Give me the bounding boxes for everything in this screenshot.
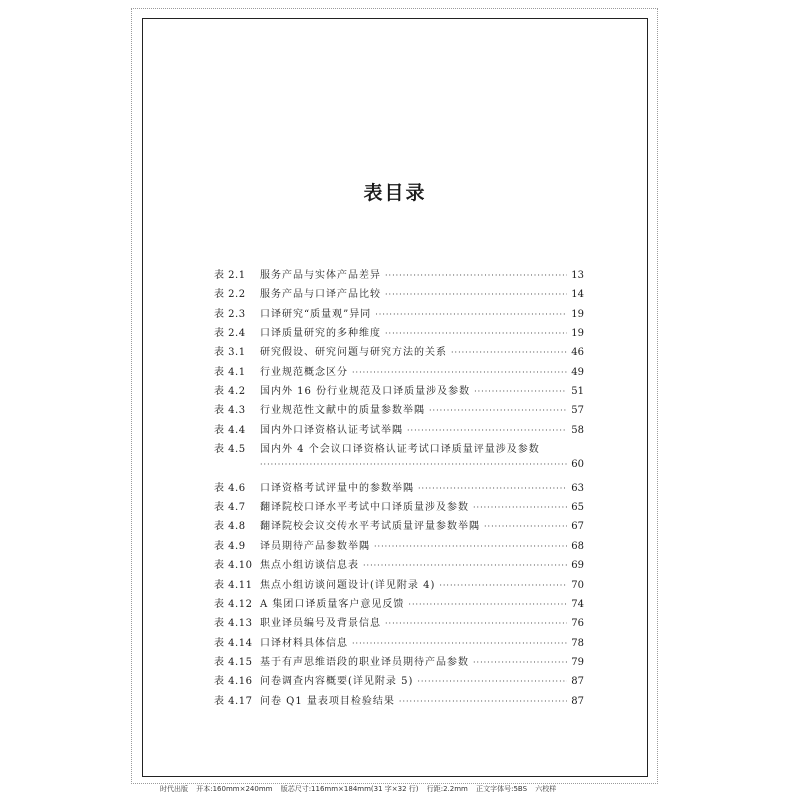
toc-entry — [214, 672, 584, 691]
toc-entry — [214, 401, 584, 420]
print-footer — [160, 784, 640, 794]
toc-entry-number: 表 4.13 — [214, 618, 253, 630]
toc-entry-title: 译员期待产品参数举隅 — [260, 540, 370, 552]
toc-leader-dots — [399, 697, 567, 706]
table-of-tables-list — [214, 266, 584, 711]
toc-entry-number: 表 4.15 — [214, 656, 253, 668]
toc-entry-title: 国内外口译资格认证考试举隅 — [260, 424, 403, 436]
toc-entry-title: 职业译员编号及背景信息 — [260, 618, 381, 630]
toc-entry-title: 服务产品与实体产品差异 — [260, 270, 381, 281]
toc-entry-page: 57 — [571, 405, 584, 417]
toc-entry-number: 表 4.17 — [214, 695, 253, 707]
footer-core-size: 版芯尺寸:116mm×184mm(31 字×32 行) — [280, 785, 419, 793]
toc-entry — [214, 498, 584, 517]
footer-publisher: 时代出版 — [160, 785, 188, 793]
page-title: 表目录 — [363, 182, 427, 204]
toc-entry — [214, 343, 584, 362]
footer-body-font: 正文字体号:5BS — [476, 785, 528, 793]
toc-entry-title: 翻译院校会议交传水平考试质量评量参数举隅 — [260, 521, 480, 533]
toc-entry-number: 表 4.14 — [214, 637, 253, 649]
toc-entry — [214, 266, 584, 285]
toc-entry-number: 表 4.10 — [214, 560, 253, 572]
footer-format: 开本:160mm×240mm — [196, 785, 273, 793]
toc-entry-number: 表 4.7 — [214, 502, 246, 514]
toc-leader-dots — [474, 387, 567, 396]
toc-leader-dots — [473, 658, 567, 667]
toc-entry — [214, 324, 584, 343]
toc-entry-title: 国内外 16 份行业规范及口译质量涉及参数 — [260, 386, 471, 398]
toc-entry — [214, 440, 584, 459]
toc-entry — [214, 576, 584, 595]
toc-leader-dots — [375, 310, 567, 319]
toc-leader-dots — [352, 639, 567, 648]
toc-entry-title: 口译材料具体信息 — [260, 637, 348, 649]
toc-leader-dots — [352, 368, 567, 377]
toc-entry — [214, 653, 584, 672]
toc-entry-number: 表 4.4 — [214, 424, 246, 436]
toc-leader-dots — [408, 600, 567, 609]
toc-entry-number: 表 4.6 — [214, 482, 246, 494]
toc-entry-number: 表 4.2 — [214, 386, 246, 398]
toc-entry — [214, 634, 584, 653]
toc-leader-dots — [429, 406, 567, 415]
toc-entry-title: 问卷调查内容概要(详见附录 5) — [260, 676, 414, 688]
toc-entry — [214, 614, 584, 633]
toc-entry-title: 口译研究“质量观”异同 — [260, 308, 372, 320]
toc-entry-number: 表 4.12 — [214, 598, 253, 610]
toc-entry — [214, 363, 584, 382]
toc-entry-title: A 集团口译质量客户意见反馈 — [260, 598, 405, 610]
toc-entry — [214, 305, 584, 324]
toc-leader-dots — [374, 542, 567, 551]
toc-entry — [214, 421, 584, 440]
toc-entry-number: 表 2.2 — [214, 289, 246, 301]
toc-entry-number: 表 4.16 — [214, 676, 253, 688]
toc-leader-dots — [407, 426, 567, 435]
toc-entry-number: 表 4.11 — [214, 579, 253, 591]
toc-entry-page: 78 — [571, 637, 584, 649]
toc-entry — [214, 479, 584, 498]
toc-entry-number: 表 2.1 — [214, 270, 246, 281]
toc-leader-dots — [484, 522, 567, 531]
toc-entry-title: 行业规范性文献中的质量参数举隅 — [260, 405, 425, 417]
toc-leader-dots — [260, 460, 567, 469]
footer-proof: 六校样 — [535, 785, 557, 793]
toc-entry-page: 46 — [571, 347, 584, 359]
toc-entry-page: 51 — [571, 386, 584, 398]
toc-leader-dots — [385, 290, 567, 299]
footer-line-spacing: 行距:2.2mm — [426, 785, 468, 793]
toc-entry-title: 口译资格考试评量中的参数举隅 — [260, 482, 414, 494]
toc-entry-number: 表 4.8 — [214, 521, 246, 533]
toc-entry-page: 70 — [571, 579, 584, 591]
toc-entry-title: 基于有声思维语段的职业译员期待产品参数 — [260, 656, 469, 668]
toc-leader-dots — [385, 619, 567, 628]
toc-entry — [214, 517, 584, 536]
toc-entry-title: 焦点小组访谈问题设计(详见附录 4) — [260, 579, 436, 591]
toc-entry-page: 65 — [571, 502, 584, 514]
toc-entry-page: 14 — [571, 289, 584, 301]
toc-entry-page: 76 — [571, 618, 584, 630]
toc-entry-number: 表 4.1 — [214, 366, 246, 378]
toc-leader-dots — [363, 561, 567, 570]
toc-entry-title: 口译质量研究的多种维度 — [260, 328, 381, 340]
toc-entry-number: 表 2.4 — [214, 328, 246, 340]
toc-entry-page: 69 — [571, 560, 584, 572]
toc-entry-title: 翻译院校口译水平考试中口译质量涉及参数 — [260, 502, 469, 514]
toc-entry-continuation — [214, 459, 584, 478]
toc-entry-number: 表 4.3 — [214, 405, 246, 417]
toc-entry — [214, 692, 584, 711]
toc-leader-dots — [418, 484, 567, 493]
toc-entry-title: 国内外 4 个会议口译资格认证考试口译质量评量涉及参数 — [260, 444, 540, 456]
toc-entry-title: 焦点小组访谈信息表 — [260, 560, 359, 572]
toc-entry — [214, 595, 584, 614]
toc-leader-dots — [385, 329, 567, 338]
toc-entry — [214, 285, 584, 304]
toc-entry-number: 表 4.5 — [214, 444, 246, 456]
toc-entry-page: 13 — [571, 270, 584, 281]
toc-entry-number: 表 2.3 — [214, 308, 246, 320]
toc-leader-dots — [385, 271, 567, 280]
toc-entry-page: 58 — [571, 424, 584, 436]
toc-entry-page: 60 — [571, 459, 584, 471]
toc-entry-page: 68 — [571, 540, 584, 552]
toc-entry — [214, 537, 584, 556]
toc-leader-dots — [451, 348, 567, 357]
toc-entry-title: 研究假设、研究问题与研究方法的关系 — [260, 347, 447, 359]
toc-entry-page: 63 — [571, 482, 584, 494]
toc-entry — [214, 382, 584, 401]
toc-entry-page: 67 — [571, 521, 584, 533]
toc-entry-title: 服务产品与口译产品比较 — [260, 289, 381, 301]
toc-entry-title: 行业规范概念区分 — [260, 366, 348, 378]
toc-leader-dots — [473, 503, 567, 512]
toc-entry-title: 问卷 Q1 量表项目检验结果 — [260, 695, 395, 707]
toc-entry-page: 49 — [571, 366, 584, 378]
toc-entry-page: 74 — [571, 598, 584, 610]
toc-entry-page: 19 — [571, 308, 584, 320]
toc-entry-number: 表 3.1 — [214, 347, 246, 359]
toc-entry-page: 79 — [571, 656, 584, 668]
toc-leader-dots — [417, 677, 567, 686]
toc-entry — [214, 556, 584, 575]
toc-entry-page: 87 — [571, 695, 584, 707]
toc-leader-dots — [439, 581, 567, 590]
toc-entry-page: 87 — [571, 676, 584, 688]
toc-entry-page: 19 — [571, 328, 584, 340]
toc-entry-number: 表 4.9 — [214, 540, 246, 552]
